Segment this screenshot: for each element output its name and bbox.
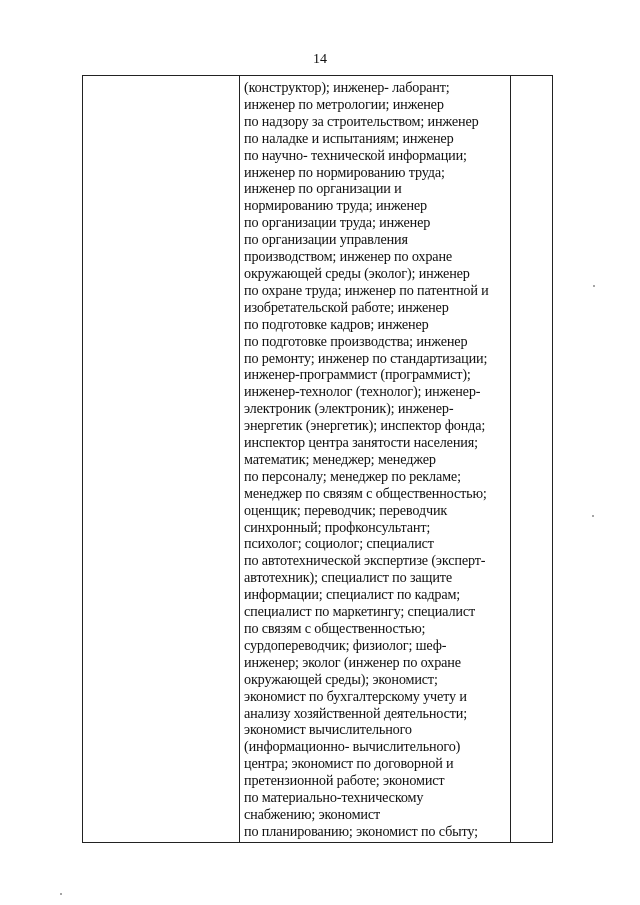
table-text-line: сурдопереводчик; физиолог; шеф- — [244, 637, 447, 654]
table-text-line: по подготовке производства; инженер — [244, 333, 468, 350]
table-text-line: центра; экономист по договорной и — [244, 756, 454, 773]
table-text-line: специалист по маркетингу; специалист — [244, 604, 476, 621]
table-text-line: экономист вычислительного — [244, 722, 412, 739]
document-table — [82, 75, 553, 843]
table-text-line: оценщик; переводчик; переводчик — [244, 502, 448, 519]
page-number: 14 — [313, 52, 327, 67]
table-text-line: по ремонту; инженер по стандартизации; — [244, 350, 488, 367]
table-text-line: по наладке и испытаниям; инженер — [244, 130, 454, 147]
table-text-line: менеджер по связям с общественностью; — [244, 485, 487, 502]
table-text-line: синхронный; профконсультант; — [244, 519, 431, 536]
table-text-line: производством; инженер по охране — [244, 249, 453, 266]
table-text-line: (информационно- вычислительного) — [244, 739, 461, 756]
table-text-line: окружающей среды); экономист; — [244, 671, 438, 688]
table-text-line: математик; менеджер; менеджер — [244, 451, 436, 468]
table-text-line: автотехник); специалист по защите — [244, 570, 452, 587]
table-text-line: по надзору за строительством; инженер — [244, 113, 479, 130]
table-text-line: инженер по метрологии; инженер — [244, 96, 444, 113]
table-text-line: инженер-программист (программист); — [244, 367, 471, 384]
table-text-line: окружающей среды (эколог); инженер — [244, 265, 470, 282]
table-text-line: (конструктор); инженер- лаборант; — [244, 80, 450, 96]
table-text-line: по охране труда; инженер по патентной и — [244, 282, 489, 299]
table-column-right — [511, 76, 552, 842]
table-text-line: инженер-технолог (технолог); инженер- — [244, 384, 481, 401]
table-text-line: инженер по нормированию труда; — [244, 164, 445, 181]
table-text-line: психолог; социолог; специалист — [244, 536, 434, 553]
table-text-line: экономист по бухгалтерскому учету и — [244, 688, 467, 705]
table-text-line: энергетик (энергетик); инспектор фонда; — [244, 418, 486, 435]
table-text-line: по планированию; экономист по сбыту; — [244, 823, 478, 840]
table-text-line: претензионной работе; экономист — [244, 773, 445, 790]
table-text-line: по научно- технической информации; — [244, 147, 467, 164]
scan-speck — [593, 285, 595, 287]
table-text-line: изобретательской работе; инженер — [244, 299, 449, 316]
table-text-line: инженер по организации и — [244, 181, 402, 198]
table-text-line: по автотехнической экспертизе (эксперт- — [244, 553, 486, 570]
table-text-line: по подготовке кадров; инженер — [244, 316, 429, 333]
table-text-line: по организации труда; инженер — [244, 215, 431, 232]
table-column-left — [83, 76, 240, 842]
scan-speck — [592, 515, 594, 517]
table-text-line: по организации управления — [244, 232, 408, 249]
scan-speck — [60, 893, 62, 895]
table-text-line: снабжению; экономист — [244, 806, 381, 823]
table-text-line: по персоналу; менеджер по рекламе; — [244, 468, 461, 485]
table-text-line: информации; специалист по кадрам; — [244, 587, 461, 604]
table-text-line: нормированию труда; инженер — [244, 198, 427, 215]
table-text-line: электроник (электроник); инженер- — [244, 401, 454, 418]
table-column-positions — [240, 76, 511, 842]
table-text-line: инженер; эколог (инженер по охране — [244, 654, 461, 671]
table-text-line: инспектор центра занятости населения; — [244, 435, 478, 452]
table-text-line: анализу хозяйственной деятельности; — [244, 705, 468, 722]
table-text-line: по связям с общественностью; — [244, 621, 426, 637]
table-text-line: по материально-техническому — [244, 790, 424, 807]
